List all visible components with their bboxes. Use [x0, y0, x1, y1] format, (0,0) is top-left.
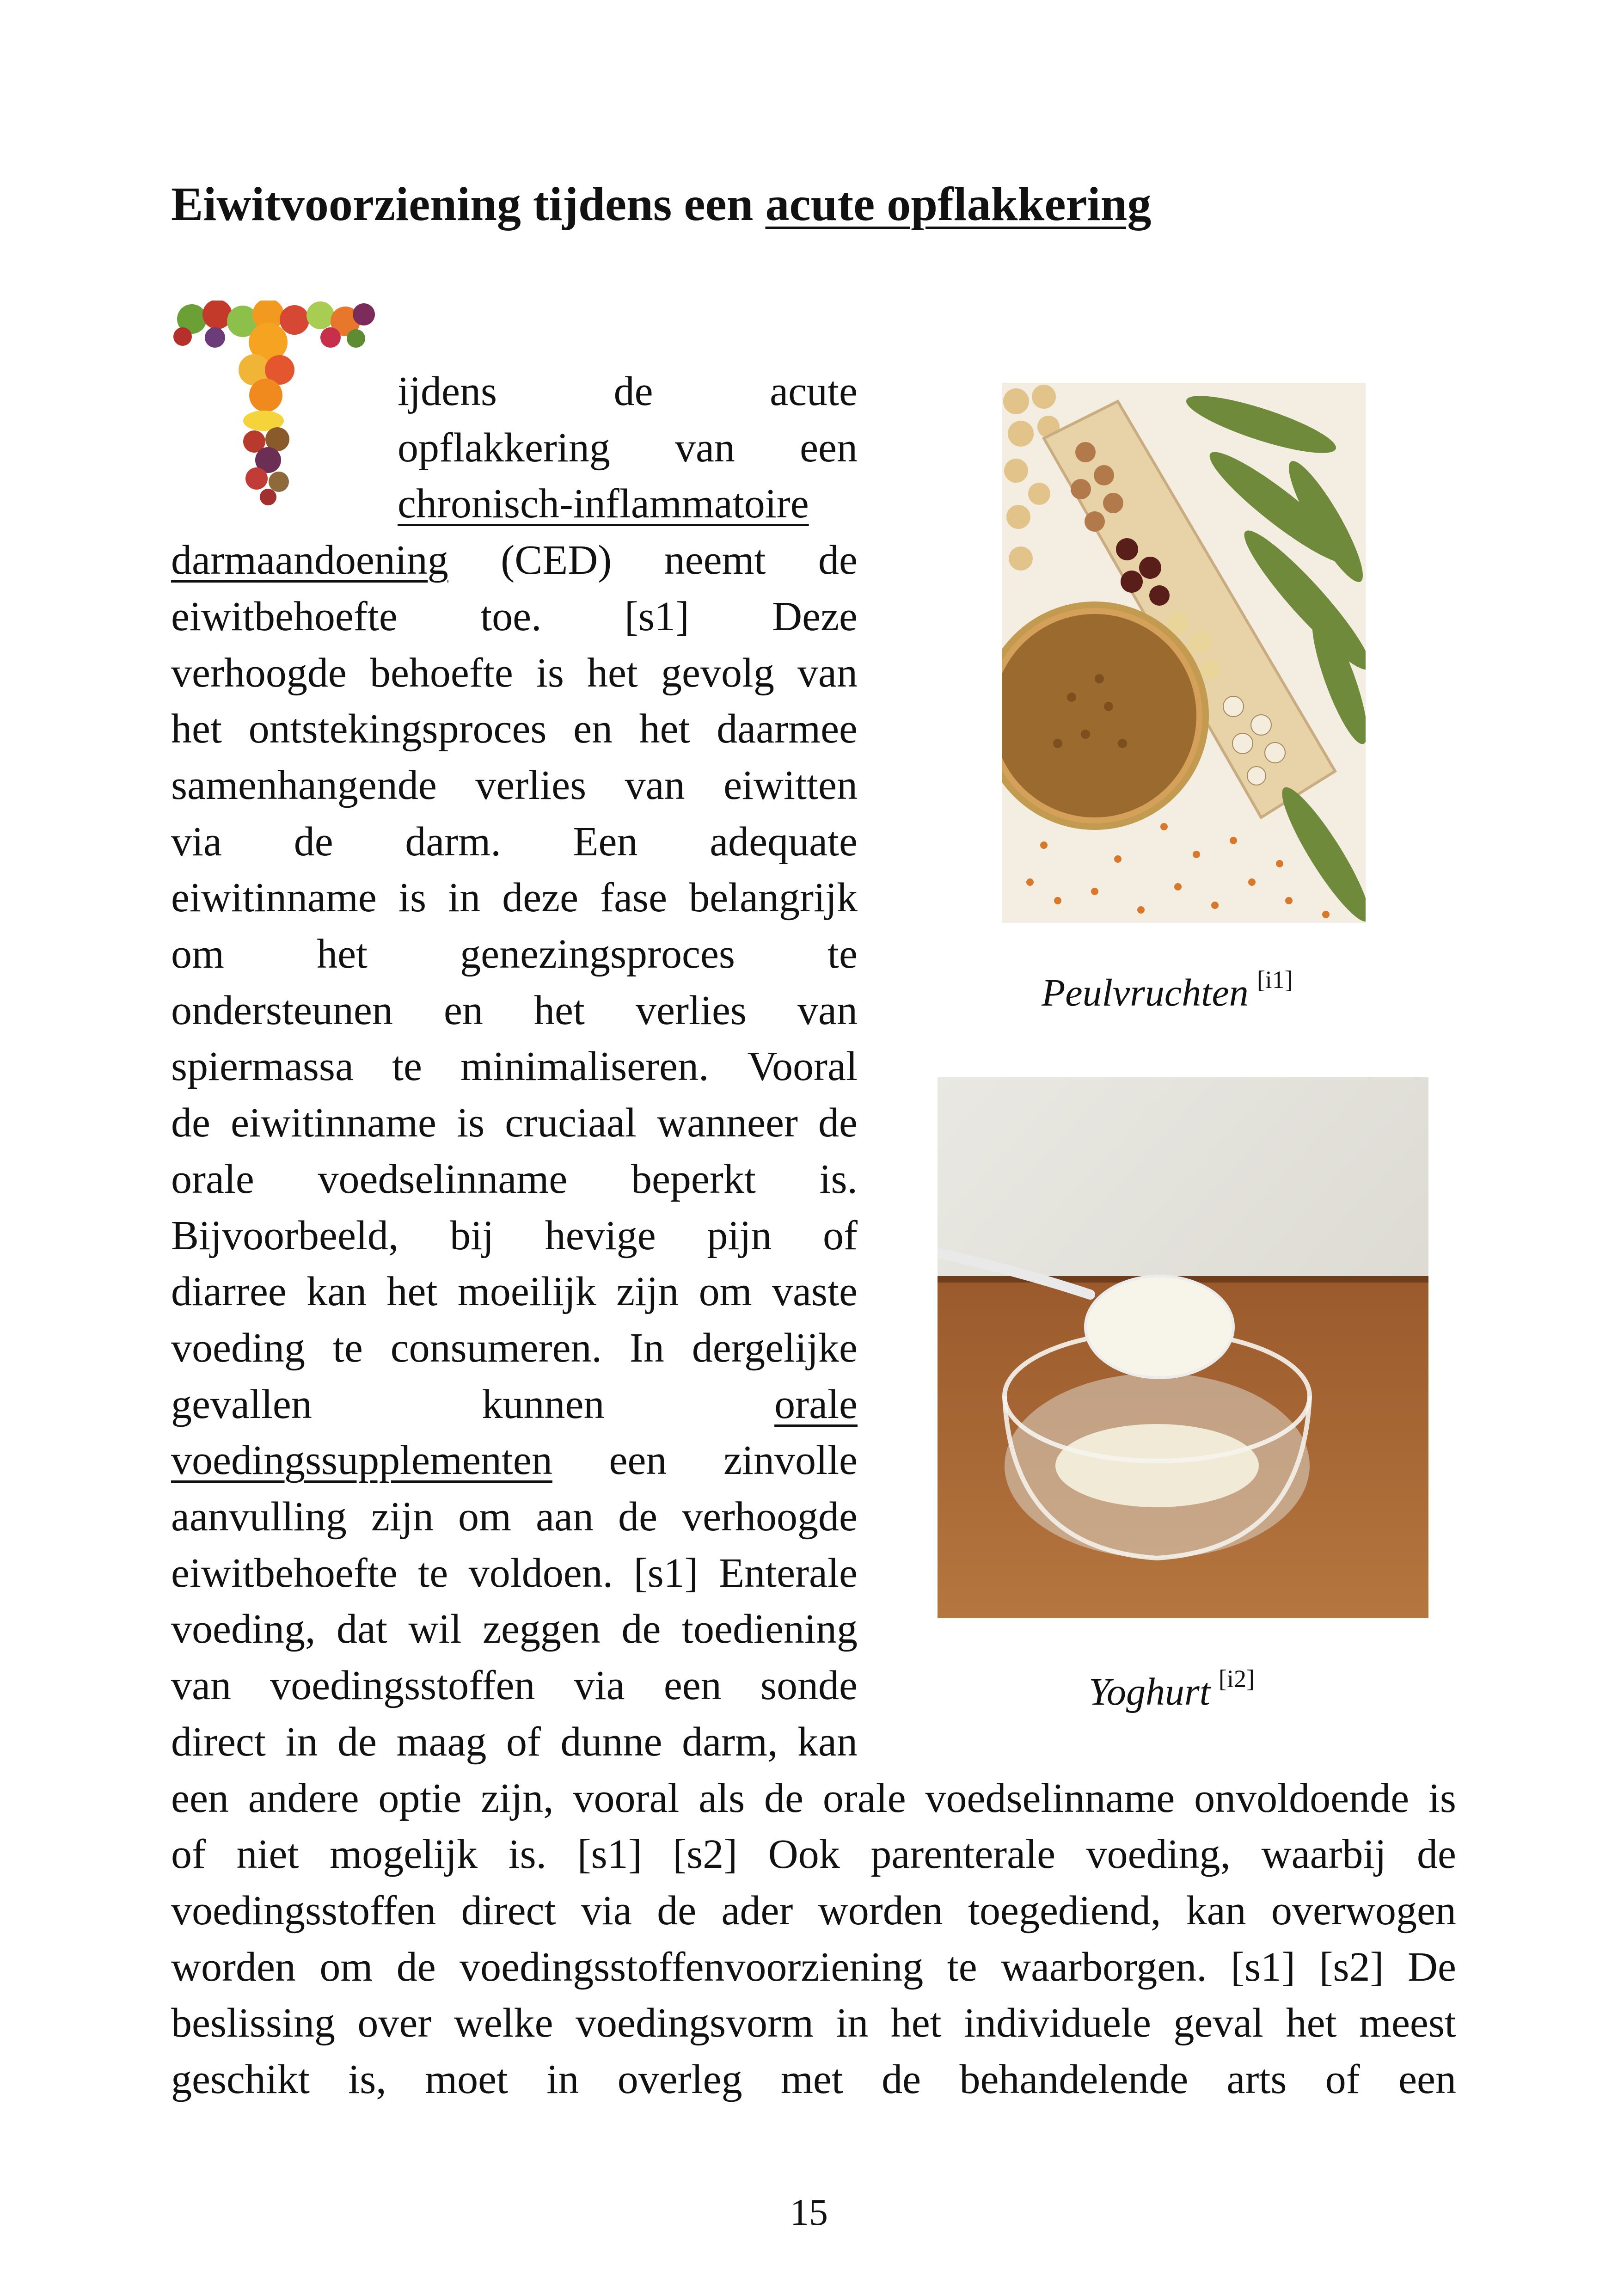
word: deze	[502, 875, 579, 921]
title-link[interactable]: acute opflakkering	[765, 178, 1152, 231]
legumes-photo-icon	[1002, 383, 1366, 923]
word: daarmee	[717, 706, 858, 752]
text-line	[171, 1658, 858, 1714]
word: eiwitinname	[231, 1100, 436, 1146]
word: of	[1325, 2057, 1360, 2102]
word: adequate	[710, 818, 858, 865]
word: zijn	[371, 1494, 434, 1540]
word: dergelijke	[692, 1325, 858, 1371]
word: Vooral	[747, 1044, 858, 1090]
word: met	[780, 2057, 843, 2102]
text-line	[171, 1489, 858, 1545]
word: parenterale	[870, 1831, 1056, 1878]
word: overwogen	[1271, 1887, 1456, 1934]
yoghurt-bowl-photo-icon	[938, 1077, 1428, 1618]
page-number: 15	[790, 2191, 828, 2233]
word: belangrijk	[689, 875, 858, 921]
word: de	[764, 1775, 803, 1821]
word: van	[171, 1663, 231, 1709]
text-line	[398, 476, 858, 532]
word: de	[171, 1100, 210, 1146]
word: toe.	[480, 593, 542, 639]
word: de	[818, 537, 858, 583]
text-line	[171, 1939, 1456, 1995]
word: een	[663, 1663, 722, 1709]
word: Een	[573, 818, 638, 865]
word: of	[822, 1212, 858, 1259]
text-line	[171, 870, 858, 926]
word: is,	[348, 2057, 386, 2102]
glossary-link[interactable]: chronisch-inflammatoire	[398, 481, 809, 527]
word: toediening	[682, 1606, 858, 1652]
word: is	[457, 1100, 485, 1146]
word: via	[574, 1663, 625, 1709]
word: genezingsproces	[460, 931, 735, 977]
word: [s2]	[1319, 1944, 1384, 1990]
word: zinvolle	[723, 1437, 858, 1484]
word: direct	[171, 1719, 266, 1765]
word: de	[657, 1887, 697, 1934]
text-line	[171, 1545, 858, 1602]
word: het	[1286, 2000, 1337, 2046]
text-line	[171, 1320, 858, 1376]
word: In	[629, 1325, 664, 1371]
word: [s1]	[577, 1831, 642, 1878]
text-line	[171, 1095, 858, 1151]
word: verhoogde	[171, 650, 347, 696]
word: consumeren.	[390, 1325, 602, 1371]
word: dunne	[560, 1719, 662, 1765]
word: kan	[797, 1719, 858, 1765]
word: beslissing	[171, 2000, 336, 2046]
word: ontstekingsproces	[248, 706, 547, 752]
text-line	[171, 1714, 858, 1770]
glossary-link[interactable]: darmaandoening	[171, 537, 448, 583]
word: [s1]	[624, 593, 689, 639]
word: de	[621, 1606, 661, 1652]
word: hevige	[545, 1212, 656, 1259]
word: andere	[248, 1775, 359, 1821]
word: orale	[171, 1156, 254, 1202]
word: de	[618, 1494, 658, 1540]
text-line	[171, 926, 858, 982]
text-line	[171, 1151, 858, 1208]
word: een	[171, 1775, 229, 1821]
word: zeggen	[483, 1606, 601, 1652]
word: eiwitbehoefte	[171, 1550, 398, 1596]
word: spiermassa	[171, 1044, 354, 1090]
text-line	[171, 1995, 1456, 2051]
word: De	[1407, 1944, 1456, 1990]
word: overleg	[617, 2057, 742, 2102]
text-line	[171, 2051, 1456, 2108]
word: een	[609, 1437, 667, 1484]
word: de	[396, 1944, 436, 1990]
word: voldoen.	[468, 1550, 613, 1596]
word: eiwitinname	[171, 875, 377, 921]
text-line	[171, 701, 858, 757]
word: en	[573, 706, 613, 752]
word: minimaliseren.	[460, 1044, 709, 1090]
caption-text: Peulvruchten	[1042, 971, 1249, 1014]
word: kan	[1186, 1887, 1246, 1934]
word: individuele	[964, 2000, 1151, 2046]
word: de	[294, 818, 333, 865]
word: voedingsstoffen	[270, 1663, 535, 1709]
text-line	[171, 1038, 858, 1095]
word: is.	[508, 1831, 547, 1878]
glossary-link[interactable]: voedingssupplementen	[171, 1437, 552, 1484]
word: Bijvoorbeeld,	[171, 1212, 399, 1259]
word: pijn	[707, 1212, 772, 1259]
text-line	[398, 420, 858, 476]
word: voedingsstoffen	[171, 1887, 436, 1934]
word: orale	[822, 1775, 906, 1821]
word: de	[882, 2057, 921, 2102]
word: moet	[425, 2057, 509, 2102]
word: over	[357, 2000, 432, 2046]
word: geval	[1173, 2000, 1264, 2046]
word: direct	[461, 1887, 556, 1934]
word: opflakkering	[398, 424, 610, 471]
word: van	[625, 762, 685, 808]
word: de	[1417, 1831, 1456, 1878]
word: het	[533, 987, 585, 1033]
text-line	[171, 982, 858, 1039]
word: arts	[1226, 2057, 1287, 2102]
word: en	[443, 987, 483, 1033]
word: zijn	[616, 1269, 679, 1315]
word: een	[800, 424, 858, 471]
word: kan	[306, 1269, 367, 1315]
word: toegediend,	[968, 1887, 1161, 1934]
word: sonde	[760, 1663, 858, 1709]
word: meest	[1359, 2000, 1456, 2046]
word: verlies	[475, 762, 587, 808]
word: ondersteunen	[171, 987, 393, 1033]
word: darm.	[405, 818, 501, 865]
word: voeding,	[171, 1606, 316, 1652]
word: kunnen	[482, 1381, 605, 1427]
image-reference[interactable]: [i2]	[1219, 1665, 1255, 1693]
word: samenhangende	[171, 762, 437, 808]
word: Ook	[768, 1831, 840, 1878]
word: dat	[337, 1606, 387, 1652]
word: om	[699, 1269, 752, 1315]
glossary-link[interactable]: orale	[774, 1381, 858, 1427]
word: het	[587, 650, 638, 696]
text-line	[171, 1826, 1456, 1883]
title-prefix: Eiwitvoorziening tijdens een	[171, 178, 766, 231]
text-line	[171, 1432, 858, 1489]
word: voedingsstoffenvoorziening	[460, 1944, 924, 1990]
text-line	[171, 1208, 858, 1264]
word: van	[797, 650, 858, 696]
word: verlies	[636, 987, 747, 1033]
word: de	[818, 1100, 858, 1146]
word: darm,	[682, 1719, 778, 1765]
word: is	[398, 875, 426, 921]
word: de	[337, 1719, 377, 1765]
word: aanvulling	[171, 1494, 347, 1540]
word: van	[674, 424, 735, 471]
word: voedselinname	[925, 1775, 1175, 1821]
word: [s2]	[673, 1831, 738, 1878]
word: het	[171, 706, 222, 752]
text-line	[171, 589, 858, 645]
word: [s1]	[1231, 1944, 1296, 1990]
figure-caption-2	[1089, 1664, 1255, 1714]
image-reference[interactable]: [i1]	[1256, 966, 1293, 994]
word: optie	[378, 1775, 462, 1821]
word: Enterale	[719, 1550, 858, 1596]
word: waarbij	[1261, 1831, 1386, 1878]
word: [s1]	[633, 1550, 699, 1596]
word: het	[317, 931, 368, 977]
word: neemt	[664, 537, 766, 583]
word: waarborgen.	[1001, 1944, 1207, 1990]
text-line	[171, 1601, 858, 1658]
word: voedselinname	[318, 1156, 568, 1202]
caption-text: Yoghurt	[1089, 1670, 1211, 1713]
word: te	[418, 1550, 448, 1596]
word: worden	[818, 1887, 943, 1934]
word: vaste	[772, 1269, 858, 1315]
word: zijn,	[481, 1775, 554, 1821]
text-line	[171, 532, 858, 589]
word: in	[546, 2057, 579, 2102]
text-line	[171, 1376, 858, 1433]
word: geschikt	[171, 2057, 310, 2102]
word: in	[285, 1719, 318, 1765]
word: bij	[450, 1212, 494, 1259]
word: van	[797, 987, 858, 1033]
page-title	[171, 176, 1151, 233]
word: ijdens	[398, 368, 497, 414]
word: het	[890, 2000, 942, 2046]
word: via	[171, 818, 222, 865]
word: of	[506, 1719, 541, 1765]
word: worden	[171, 1944, 296, 1990]
word: verhoogde	[682, 1494, 858, 1540]
word: maag	[396, 1719, 487, 1765]
word: eiwitten	[723, 762, 858, 808]
word: behoefte	[369, 650, 513, 696]
text-line	[171, 1264, 858, 1320]
word: is.	[819, 1156, 858, 1202]
word: voeding,	[1086, 1831, 1231, 1878]
text-line	[171, 645, 858, 701]
word: is	[1428, 1775, 1456, 1821]
word: aan	[536, 1494, 594, 1540]
word: een	[1398, 2057, 1456, 2102]
word: in	[836, 2000, 869, 2046]
word: vooral	[573, 1775, 680, 1821]
word: niet	[236, 1831, 299, 1878]
word: het	[639, 706, 690, 752]
word: voeding	[171, 1325, 305, 1371]
word: voedingsvorm	[576, 2000, 814, 2046]
word: fase	[600, 875, 668, 921]
word: om	[171, 931, 225, 977]
word: gevolg	[661, 650, 774, 696]
word: wil	[408, 1606, 462, 1652]
word: mogelijk	[330, 1831, 478, 1878]
word: diarree	[171, 1269, 287, 1315]
text-line	[171, 1883, 1456, 1939]
text-line	[171, 1770, 1456, 1827]
word: de	[613, 368, 653, 414]
word: te	[332, 1325, 363, 1371]
text-line	[398, 363, 858, 420]
word: welke	[454, 2000, 553, 2046]
word: Deze	[772, 593, 858, 639]
word: wanneer	[657, 1100, 798, 1146]
text-line	[171, 814, 858, 870]
fruit-letter-t-icon	[173, 301, 377, 506]
word: te	[827, 931, 858, 977]
word: moeilijk	[457, 1269, 596, 1315]
word: het	[386, 1269, 438, 1315]
word: behandelende	[959, 2057, 1189, 2102]
word: acute	[770, 368, 858, 414]
figure-caption-1	[1042, 965, 1293, 1015]
word: in	[448, 875, 481, 921]
word: te	[392, 1044, 422, 1090]
word: eiwitbehoefte	[171, 593, 398, 639]
word: te	[947, 1944, 977, 1990]
word: om	[458, 1494, 512, 1540]
word: cruciaal	[505, 1100, 637, 1146]
word: als	[699, 1775, 745, 1821]
word: beperkt	[631, 1156, 756, 1202]
word: onvoldoende	[1194, 1775, 1410, 1821]
text-line	[171, 757, 858, 814]
word: (CED)	[501, 537, 612, 583]
word: om	[319, 1944, 373, 1990]
word: gevallen	[171, 1381, 312, 1427]
word: is	[536, 650, 564, 696]
word: via	[581, 1887, 632, 1934]
word: ader	[721, 1887, 793, 1934]
word: of	[171, 1831, 206, 1878]
